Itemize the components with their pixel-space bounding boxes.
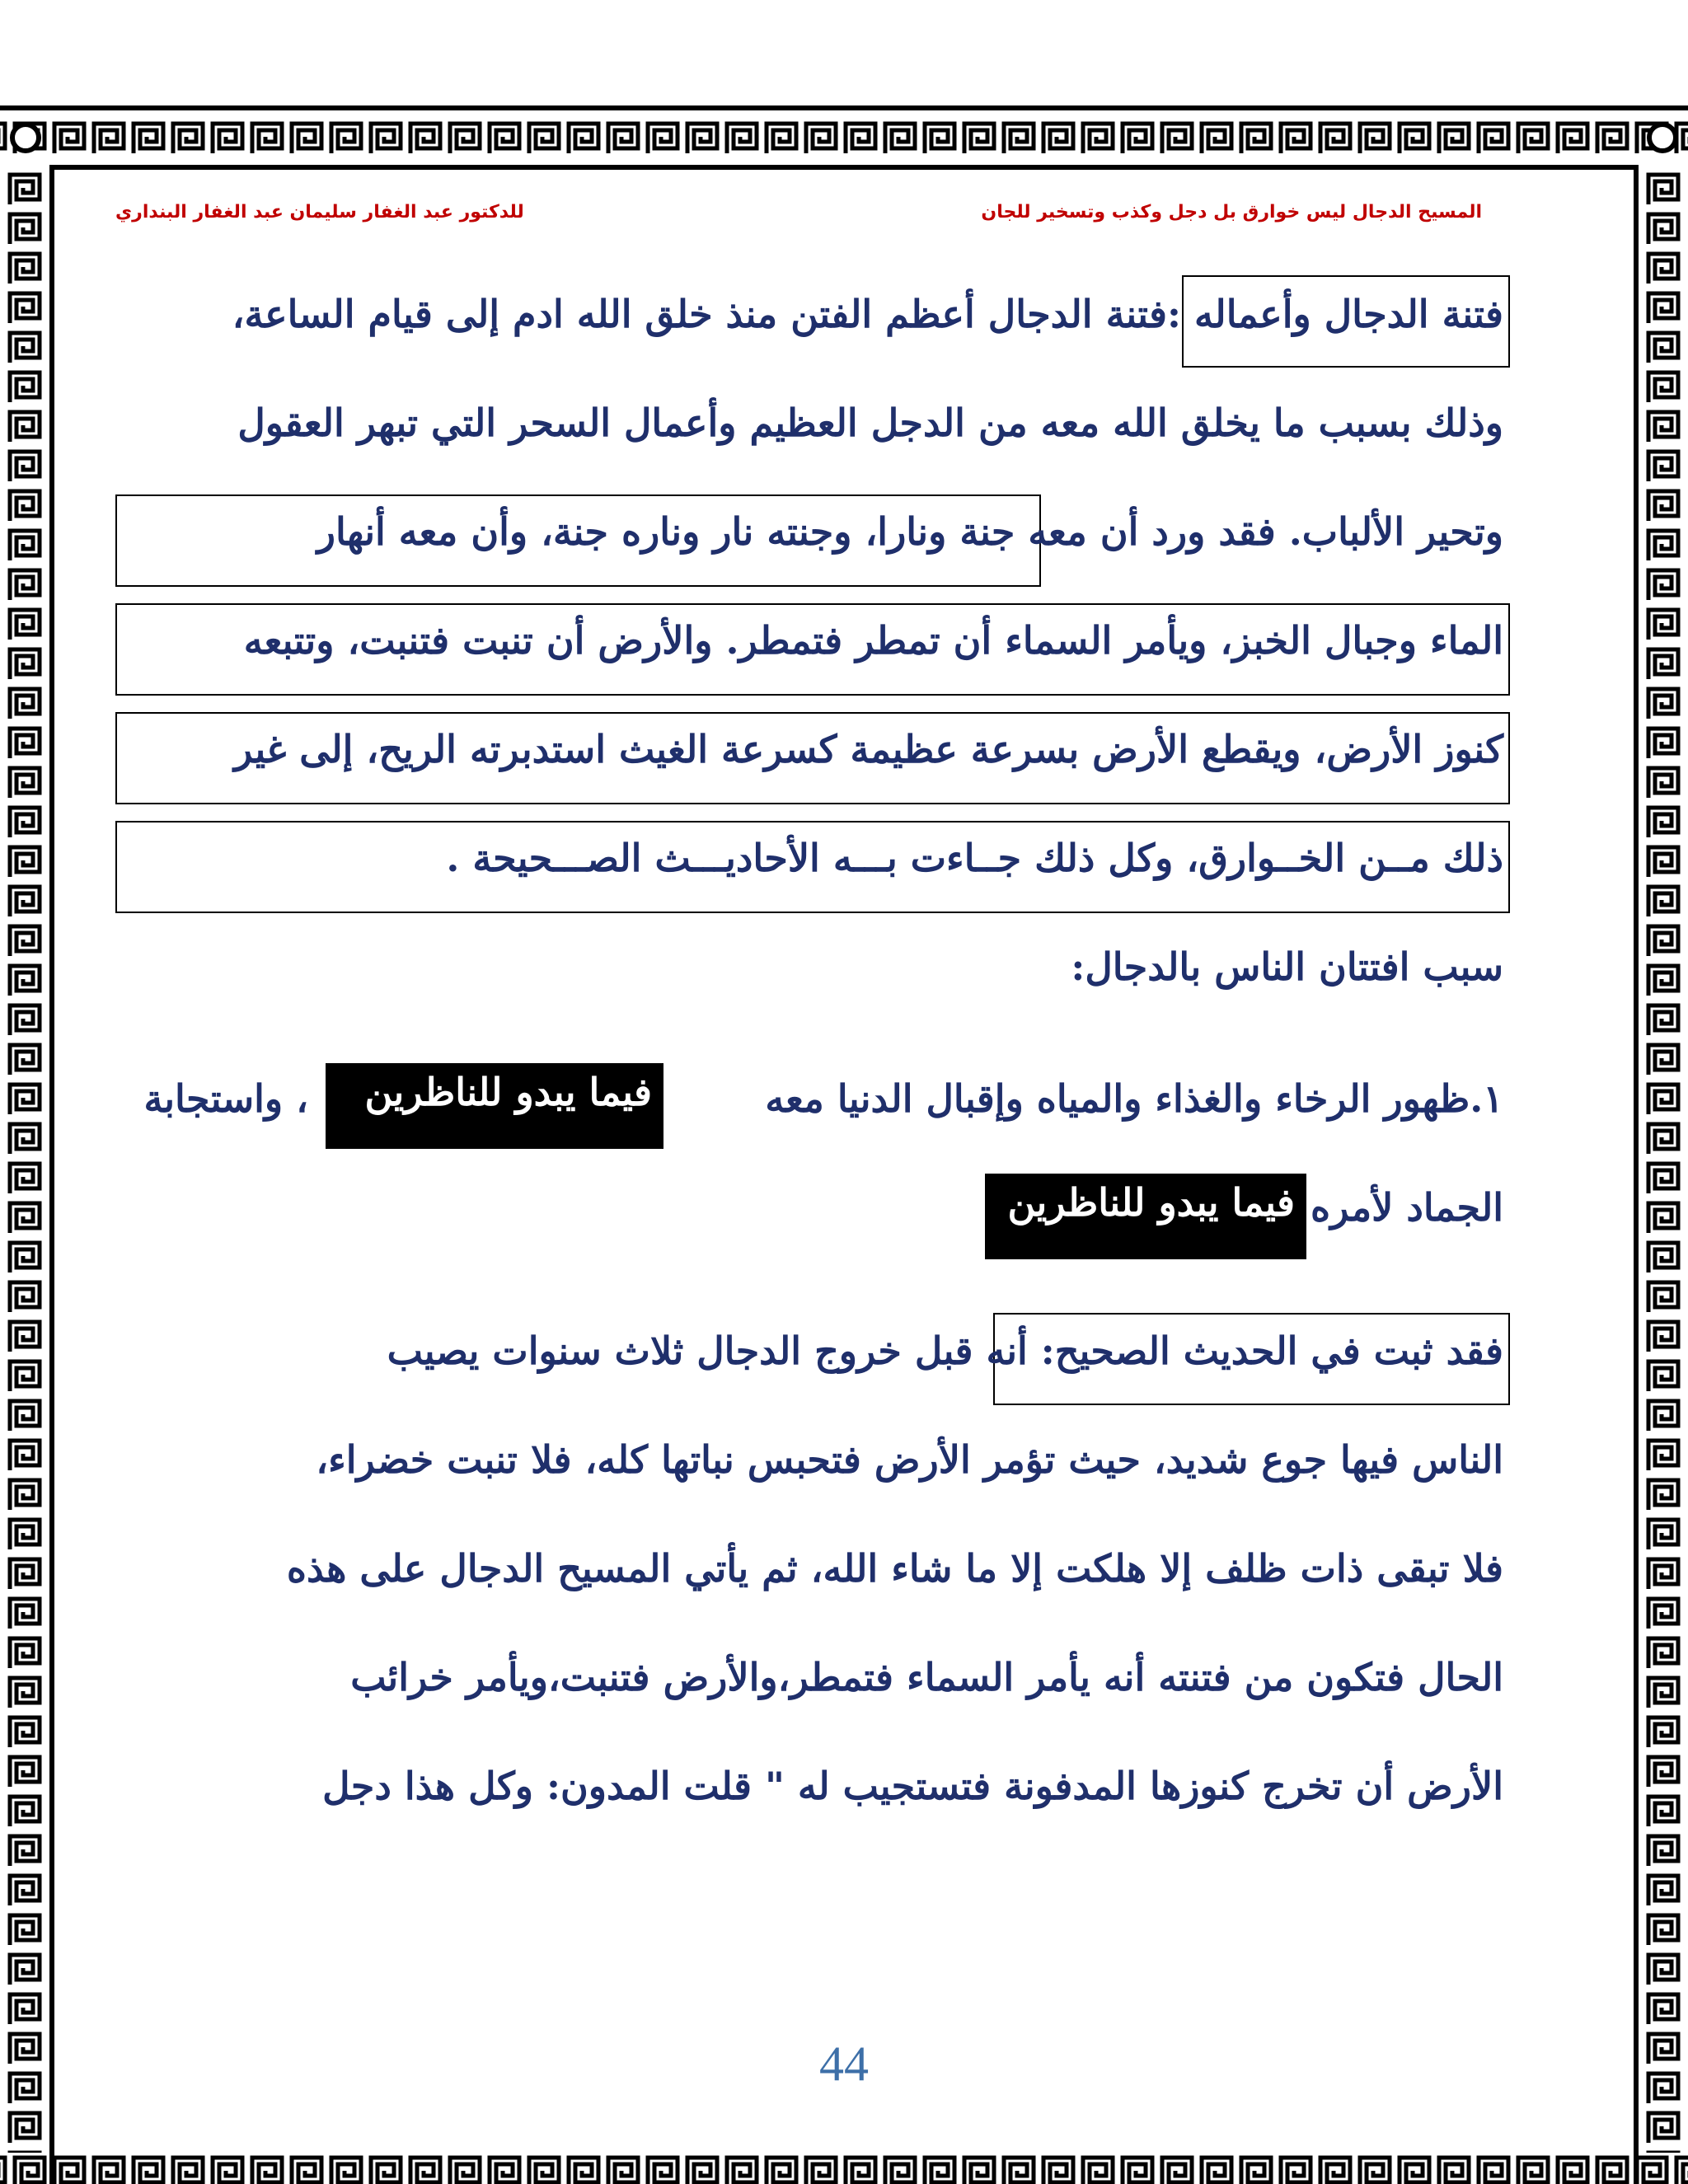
frame-inner-left — [49, 165, 54, 2184]
page-number: 44 — [819, 2036, 869, 2091]
text-line-content: وتحير الألباب. فقد ورد أن معه جنة ونارا، وجنته نار وناره جنة، وأن معه أنهار — [316, 509, 1503, 554]
text-line — [115, 501, 1508, 580]
text-line — [115, 392, 1508, 471]
text-line-content: فلا تبقى ذات ظلف إلا هلكت إلا ما شاء الله، ثم يأتي المسيح الدجال على هذه — [286, 1546, 1503, 1591]
section-heading-text: سبب افتتان الناس بالدجال: — [1071, 944, 1503, 989]
text-line-content: ذلك مــن الخــوارق، وكل ذلك جــاءت بـــه الأحاديـــث الصـــحيحة . — [446, 836, 1503, 880]
corner-circle-right — [1647, 122, 1678, 153]
list-item-tail-text: ، واستجابة — [143, 1076, 308, 1121]
text-line-content: فقد ثبت في الحديث الصحيح: أنه قبل خروج الدجال ثلاث سنوات يصيب — [387, 1329, 1503, 1373]
highlight-phrase — [985, 1174, 1306, 1259]
text-line-content: وذلك بسبب ما يخلق الله معه من الدجل العظيم وأعمال السحر التي تبهر العقول — [237, 401, 1503, 445]
list-item-text: ١.ظهور الرخاء والغذاء والمياه وإقبال الدنيا معه — [765, 1076, 1503, 1121]
text-line — [115, 284, 1508, 363]
header-author: للدكتور عبد الغفار سليمان عبد الغفار البنداري — [115, 202, 524, 223]
text-line — [115, 610, 1508, 689]
corner-circle-left — [10, 122, 41, 153]
highlight-text: فيما يبدو للناظرين — [364, 1070, 652, 1114]
header-book-title: المسيح الدجال ليس خوارق بل دجل وكذب وتسخير للجان — [981, 202, 1482, 223]
frame-line-top — [0, 105, 1688, 110]
text-line — [115, 827, 1508, 907]
text-line-content: الماء وجبال الخبز، ويأمر السماء أن تمطر فتمطر. والأرض أن تنبت فتنبت، وتتبعه — [243, 618, 1503, 663]
text-line — [115, 1755, 1508, 1835]
frame-inner-top — [49, 165, 1639, 170]
greek-key-border-right — [1639, 170, 1688, 2184]
text-line-content: الحال فتكون من فتنته أنه يأمر السماء فتمطر،والأرض فتنبت،ويأمر خرائب — [350, 1655, 1503, 1699]
frame-inner-right — [1634, 165, 1639, 2184]
highlight-phrase — [326, 1063, 663, 1149]
text-line — [115, 719, 1508, 798]
text-line — [115, 1320, 1508, 1399]
text-line-content: الأرض أن تخرج كنوزها المدفونة فتستجيب له " قلت المدون: وكل هذا دجل — [322, 1764, 1503, 1808]
text-line — [115, 1647, 1508, 1726]
greek-key-border-top — [0, 105, 1688, 170]
text-line-content: فتنة الدجال وأعماله :فتنة الدجال أعظم الفتن منذ خلق الله ادم إلى قيام الساعة، — [232, 292, 1503, 336]
text-line-content: الناس فيها جوع شديد، حيث تؤمر الأرض فتحبس نباتها كله، فلا تنبت خضراء، — [316, 1437, 1503, 1482]
greek-key-border-left — [0, 170, 49, 2184]
text-line — [115, 1429, 1508, 1508]
highlight-text: فيما يبدو للناظرين — [1007, 1180, 1295, 1225]
list-item-tail — [115, 1068, 313, 1147]
section-heading — [115, 936, 1508, 1015]
list-item-line — [115, 1068, 1508, 1147]
text-line — [115, 1538, 1508, 1617]
list-item-text: الجماد لأمره — [1311, 1185, 1503, 1230]
greek-key-border-bottom — [0, 2153, 1688, 2184]
text-line-content: كنوز الأرض، ويقطع الأرض بسرعة عظيمة كسرعة الغيث استدبرته الريح، إلى غير — [233, 727, 1503, 771]
